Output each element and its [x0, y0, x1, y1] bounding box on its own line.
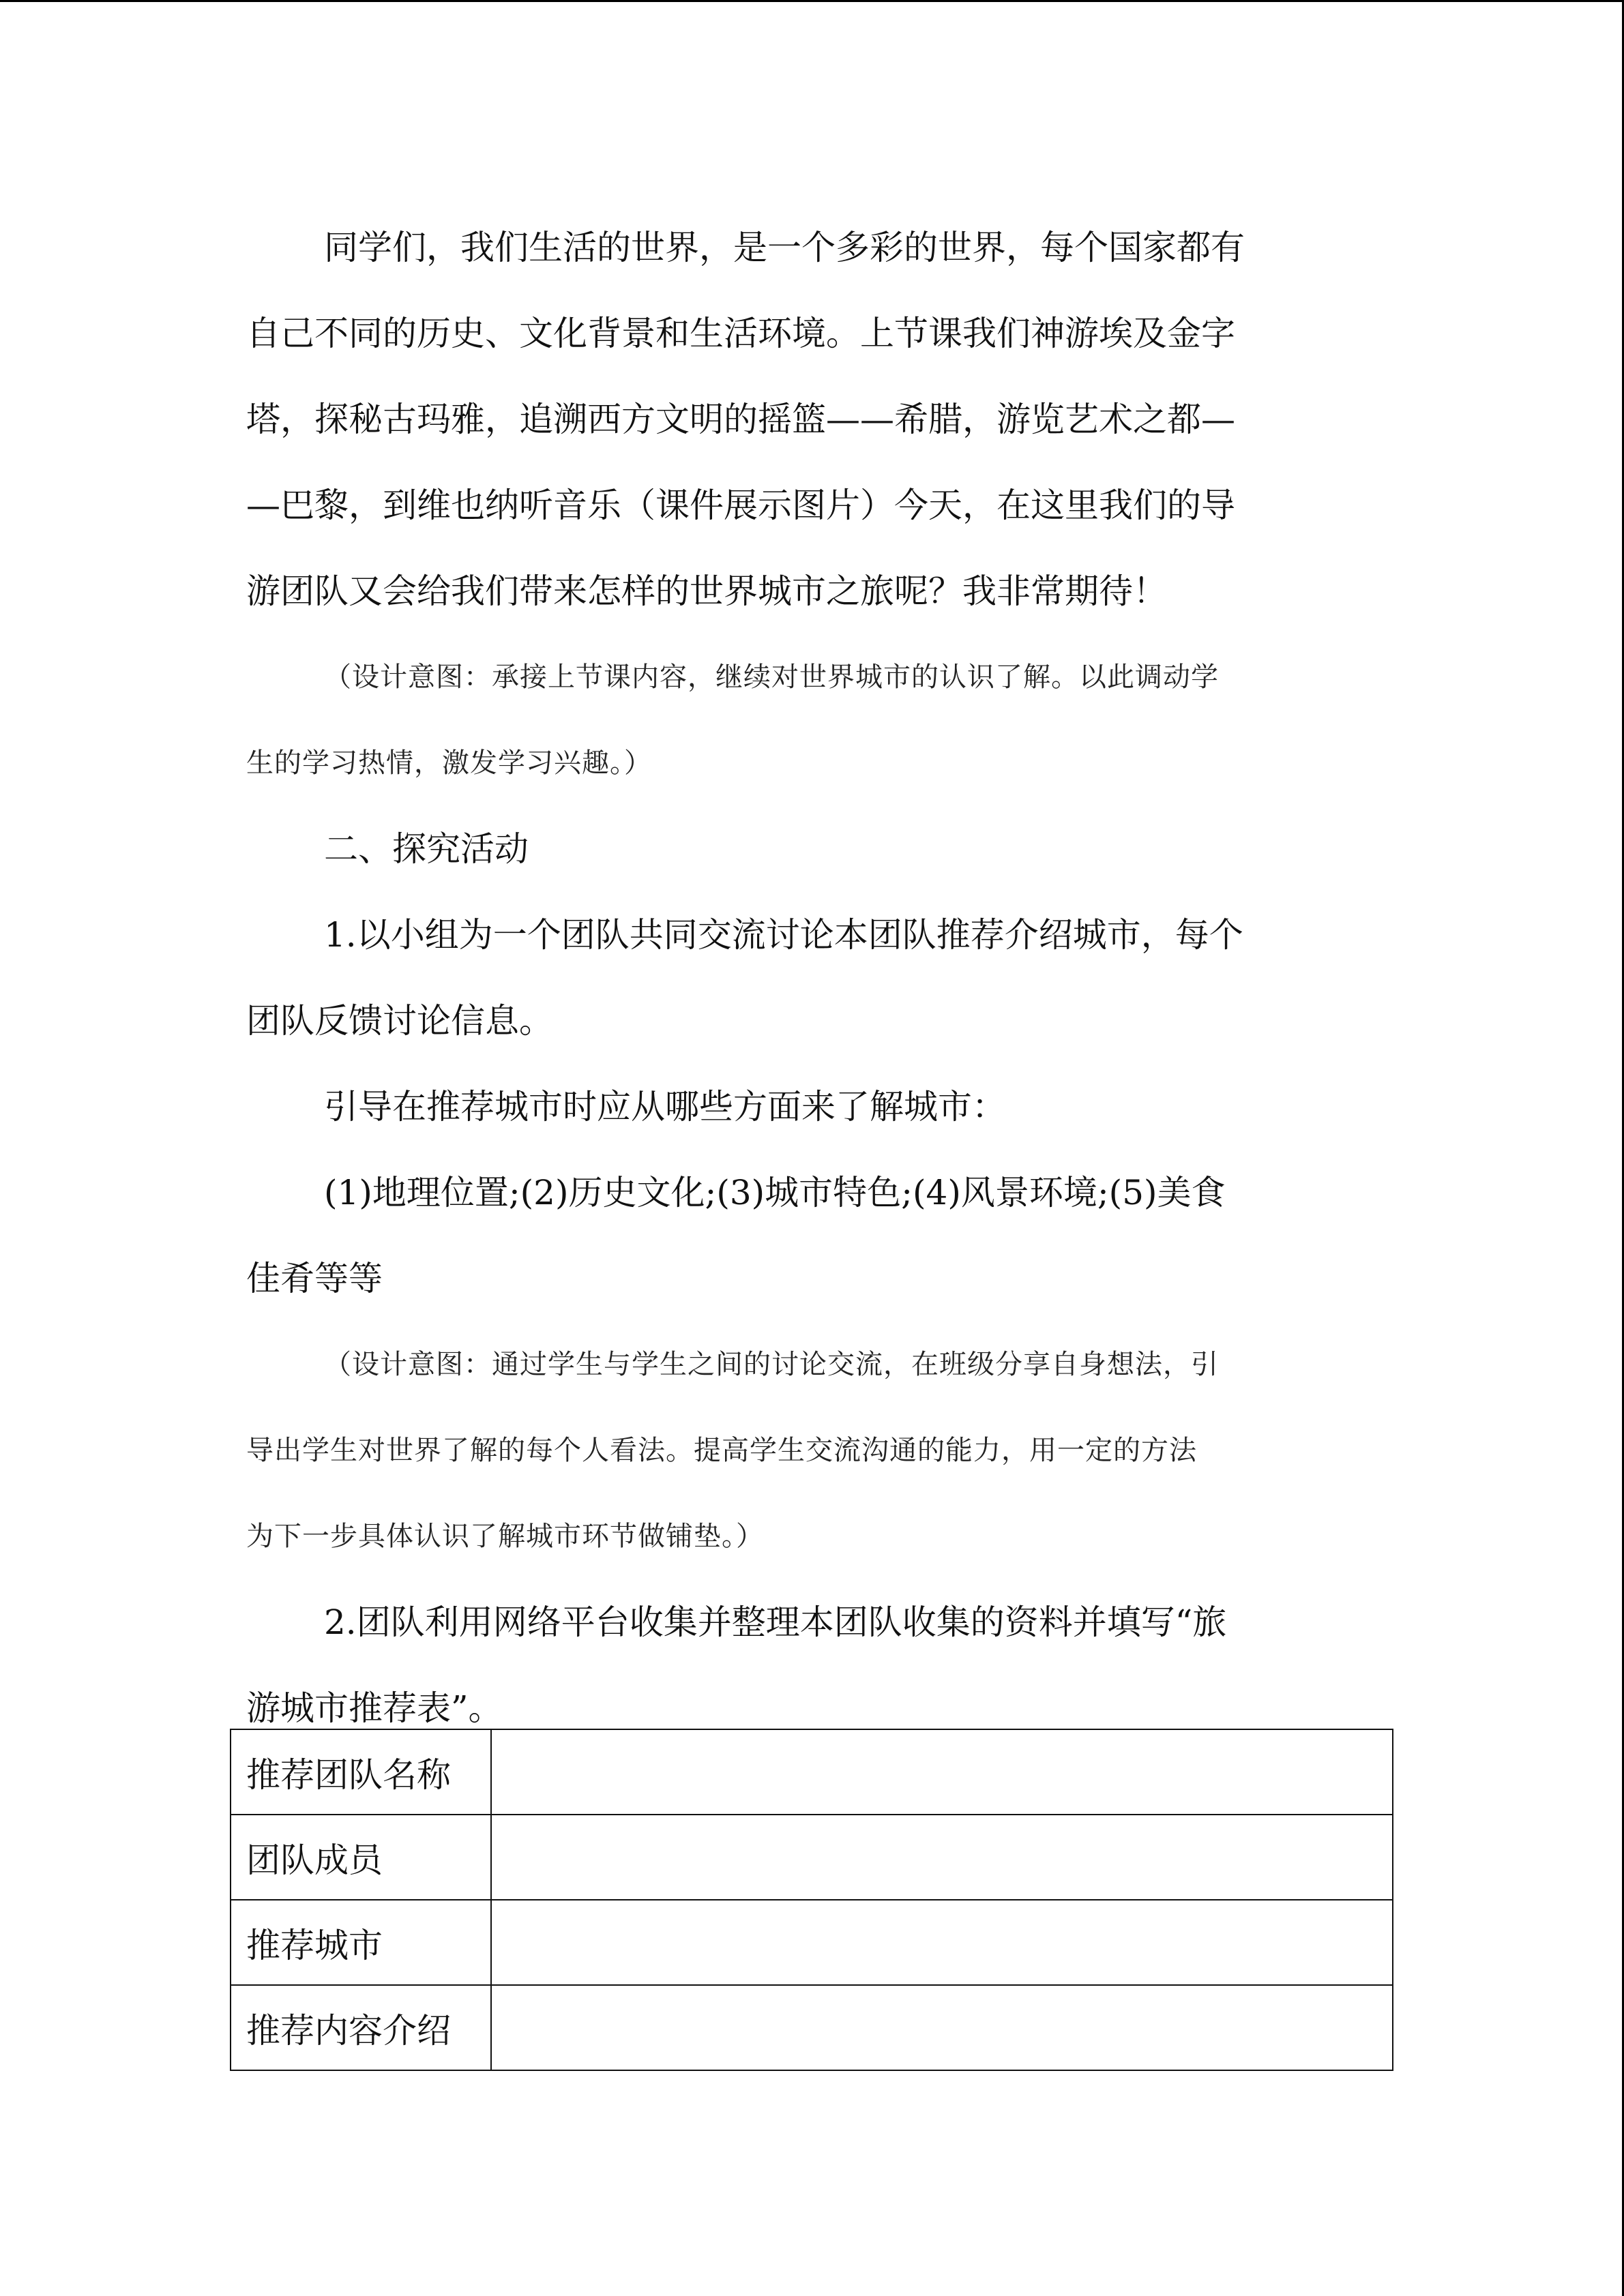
item-line: 1.以小组为一个团队共同交流讨论本团队推荐介绍城市，每个 — [324, 915, 1243, 955]
note-line: 为下一步具体认识了解城市环节做铺垫。） — [246, 1521, 764, 1552]
item-line: 2.团队利用网络平台收集并整理本团队收集的资料并填写“旅 — [324, 1602, 1227, 1642]
table-row-label: 推荐城市 — [231, 1900, 491, 1985]
note-line: （设计意图：承接上节课内容，继续对世界城市的认识了解。以此调动学 — [324, 661, 1219, 693]
aspects-line: 佳肴等等 — [246, 1259, 383, 1298]
table-row-label: 团队成员 — [231, 1815, 491, 1900]
table-row — [231, 1729, 1393, 1815]
table-row-label: 推荐团队名称 — [231, 1729, 491, 1815]
intro-line: 同学们，我们生活的世界，是一个多彩的世界，每个国家都有 — [324, 228, 1245, 267]
intro-line: 塔，探秘古玛雅，追溯西方文明的摇篮——希腊，游览艺术之都— — [246, 400, 1235, 439]
intro-paragraph — [246, 205, 1365, 634]
table-row-label: 推荐内容介绍 — [231, 1985, 491, 2070]
intro-line: —巴黎，到维也纳听音乐（课件展示图片）今天，在这里我们的导 — [246, 486, 1235, 525]
city-recommendation-table — [230, 1729, 1393, 2071]
item-line: 团队反馈讨论信息。 — [246, 1001, 553, 1041]
table-row — [231, 1900, 1393, 1985]
note-line: 导出学生对世界了解的每个人看法。提高学生交流沟通的能力，用一定的方法 — [246, 1435, 1197, 1466]
section-heading-text: 二、探究活动 — [324, 829, 529, 869]
aspects-paragraph — [246, 1150, 1365, 1322]
table-row-value[interactable] — [491, 1985, 1393, 2070]
section-heading — [246, 806, 1365, 892]
guide-paragraph — [246, 1064, 1365, 1150]
guide-text: 引导在推荐城市时应从哪些方面来了解城市： — [324, 1087, 1006, 1127]
intro-line: 游团队又会给我们带来怎样的世界城市之旅呢？我非常期待！ — [246, 571, 1167, 611]
aspects-line: (1)地理位置;(2)历史文化;(3)城市特色;(4)风景环境;(5)美食 — [324, 1173, 1226, 1212]
activity-item-1 — [246, 892, 1365, 1064]
table-row-value[interactable] — [491, 1815, 1393, 1900]
page-border-top — [0, 0, 1624, 2]
design-intent-note-1 — [246, 634, 1365, 806]
table-row — [231, 1985, 1393, 2070]
table-row-value[interactable] — [491, 1900, 1393, 1985]
note-line: （设计意图：通过学生与学生之间的讨论交流，在班级分享自身想法，引 — [324, 1349, 1219, 1380]
table-row-value[interactable] — [491, 1729, 1393, 1815]
table-row — [231, 1815, 1393, 1900]
note-line: 生的学习热情，激发学习兴趣。） — [246, 747, 652, 779]
document-body — [246, 205, 1365, 1751]
intro-line: 自己不同的历史、文化背景和生活环境。上节课我们神游埃及金字 — [246, 314, 1235, 353]
activity-item-2 — [246, 1579, 1365, 1751]
item-line: 游城市推荐表”。 — [246, 1688, 503, 1728]
design-intent-note-2 — [246, 1322, 1365, 1579]
